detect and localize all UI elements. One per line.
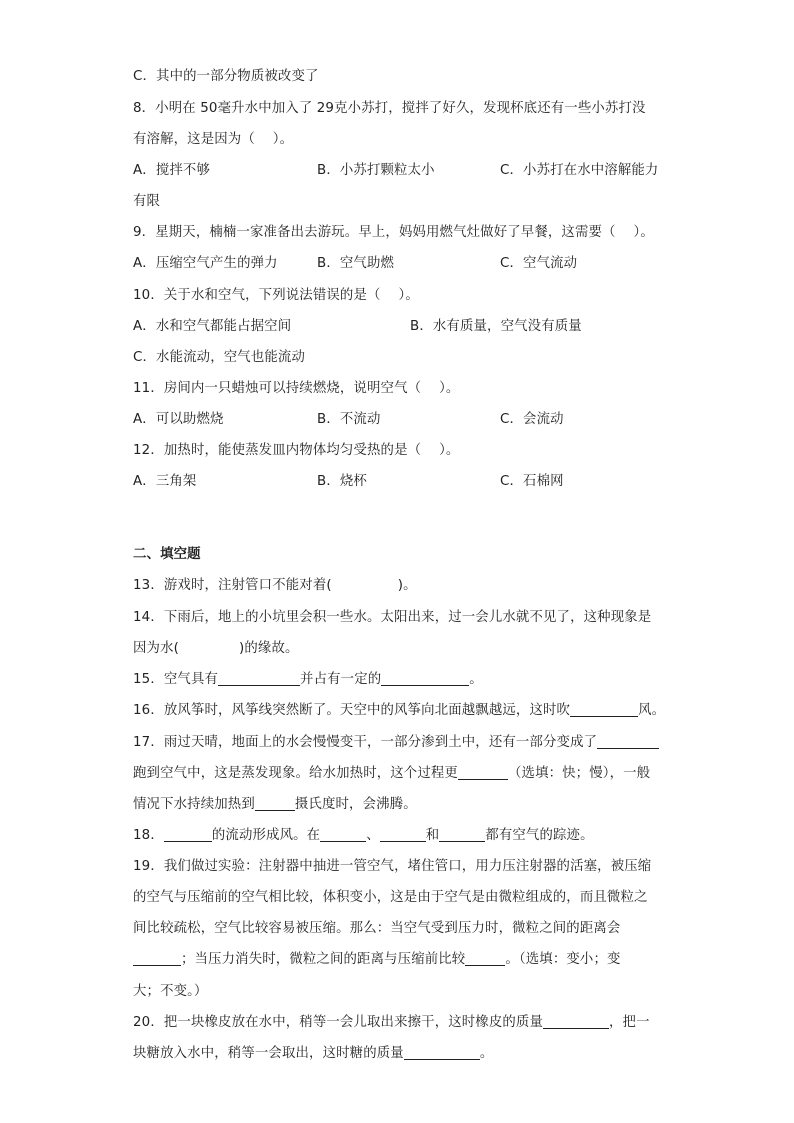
q16-text-2: 风。	[638, 703, 666, 718]
q12-option-c: C．石棉网	[500, 474, 564, 489]
q17-answer-blank-1[interactable]	[597, 734, 659, 749]
q17-question-line1	[133, 734, 659, 752]
q16-answer-blank[interactable]	[570, 702, 638, 717]
q9-option-c: C．空气流动	[500, 256, 578, 271]
q10-option-c: C．水能流动，空气也能流动	[133, 350, 305, 365]
q15-text-1: 15．空气具有	[133, 672, 219, 687]
q13-text-after: )。	[397, 578, 417, 593]
q20-text-1b: ，把一	[609, 1015, 650, 1030]
q19-question-line3: 间比较疏松，空气比较容易被压缩。那么：当空气受到压力时，微粒之间的距离会	[133, 921, 621, 936]
q18-text-3: 、	[366, 828, 380, 843]
q7-option-c: C．其中的一部分物质被改变了	[133, 69, 319, 84]
q8-question-line2: 有溶解，这是因为（ ）。	[133, 132, 294, 147]
q14-question-line2	[133, 640, 299, 658]
section-heading-fill-in: 二、填空题	[133, 547, 201, 562]
q18-answer-blank-2[interactable]	[320, 827, 366, 842]
q19-question-line5: 大；不变。）	[133, 984, 208, 999]
q12-option-a: A．三角架	[133, 474, 197, 489]
q15-text-3: 。	[469, 672, 483, 687]
q14-text-before: 因为水(	[133, 641, 179, 656]
q8-option-b: B．小苏打颗粒太小	[317, 163, 435, 178]
q10-question: 10．关于水和空气，下列说法错误的是（ ）。	[133, 288, 419, 303]
q19-text-4b: 。（选填：变小；变	[505, 952, 621, 967]
q18-answer-blank-1[interactable]	[164, 827, 212, 842]
q17-question-line3	[133, 796, 417, 814]
q20-answer-blank-2[interactable]	[404, 1045, 480, 1060]
q18-text-1: 18．	[133, 828, 164, 843]
q8-option-a: A．搅拌不够	[133, 163, 211, 178]
q19-text-4a: ；当压力消失时，微粒之间的距离与压缩前比较	[181, 952, 466, 967]
q20-question-line2	[133, 1045, 493, 1063]
q17-answer-blank-2[interactable]	[458, 765, 508, 780]
q15-answer-blank-1[interactable]	[218, 671, 300, 686]
q19-answer-blank-2[interactable]	[465, 951, 505, 966]
q11-option-c: C．会流动	[500, 412, 564, 427]
q9-question: 9．星期天，楠楠一家准备出去游玩。早上，妈妈用燃气灶做好了早餐，这需要（ ）。	[133, 225, 654, 240]
q18-text-5: 都有空气的踪迹。	[485, 828, 594, 843]
q14-question-line1: 14．下雨后，地上的小坑里会积一些水。太阳出来，过一会儿水就不见了，这种现象是	[133, 610, 652, 625]
q18-text-2: 的流动形成风。在	[211, 828, 321, 843]
q18-answer-blank-4[interactable]	[439, 827, 485, 842]
q17-question-line2	[133, 765, 650, 783]
q11-question: 11．房间内一只蜡烛可以持续燃烧，说明空气（ ）。	[133, 381, 460, 396]
q9-option-a: A．压缩空气产生的弹力	[133, 256, 278, 271]
q9-option-b: B．空气助燃	[317, 256, 395, 271]
q8-option-c: C．小苏打在水中溶解能力	[500, 163, 659, 178]
q17-answer-blank-3[interactable]	[255, 796, 295, 811]
q20-answer-blank-1[interactable]	[543, 1014, 609, 1029]
q15-answer-blank-2[interactable]	[381, 671, 469, 686]
q20-text-2b: 。	[479, 1046, 494, 1061]
q13-text-before: 13．游戏时，注射管口不能对着(	[133, 578, 332, 593]
q17-text-2b: （选填：快；慢），一般	[507, 766, 651, 781]
q8-option-c-continued: 有限	[133, 194, 161, 209]
q20-text-2a: 块糖放入水中，稍等一会取出，这时糖的质量	[133, 1046, 404, 1061]
q20-text-1a: 20．把一块橡皮放在水中，稍等一会儿取出来擦干，这时橡皮的质量	[133, 1015, 544, 1030]
q19-question-line4	[133, 951, 621, 969]
q17-text-3a: 情况下水持续加热到	[133, 797, 255, 812]
q16-question	[133, 702, 665, 720]
q19-question-line2: 的空气与压缩前的空气相比较，体积变小，这是由于空气是由微粒组成的，而且微粒之	[133, 890, 648, 905]
q10-option-a: A．水和空气都能占据空间	[133, 319, 292, 334]
q19-answer-blank-1[interactable]	[133, 951, 181, 966]
q11-option-b: B．不流动	[317, 412, 381, 427]
q17-text-2a: 跑到空气中，这是蒸发现象。给水加热时，这个过程更	[133, 766, 458, 781]
q15-question	[133, 671, 483, 689]
q20-question-line1	[133, 1014, 650, 1032]
q18-text-4: 和	[425, 828, 440, 843]
q10-option-b: B．水有质量，空气没有质量	[410, 319, 582, 334]
q19-question-line1: 19．我们做过实验：注射器中抽进一管空气，堵住管口，用力压注射器的活塞，被压缩	[133, 859, 652, 874]
q8-question-line1: 8．小明在 50毫升水中加入了 29克小苏打，搅拌了好久，发现杯底还有一些小苏打没	[133, 101, 646, 116]
q18-answer-blank-3[interactable]	[380, 827, 426, 842]
q16-text-1: 16．放风筝时，风筝线突然断了。天空中的风筝向北面越飘越远，这时吹	[133, 703, 571, 718]
q13-question	[133, 577, 417, 595]
q11-option-a: A．可以助燃烧	[133, 412, 224, 427]
q18-question	[133, 827, 594, 845]
q14-text-after: )的缘故。	[239, 641, 299, 656]
q12-question: 12．加热时，能使蒸发皿内物体均匀受热的是（ ）。	[133, 443, 460, 458]
q12-option-b: B．烧杯	[317, 474, 367, 489]
q17-text-3b: 摄氏度时，会沸腾。	[294, 797, 417, 812]
q17-text-1: 17．雨过天晴，地面上的水会慢慢变干，一部分渗到土中，还有一部分变成了	[133, 735, 598, 750]
q15-text-2: 并占有一定的	[300, 672, 382, 687]
